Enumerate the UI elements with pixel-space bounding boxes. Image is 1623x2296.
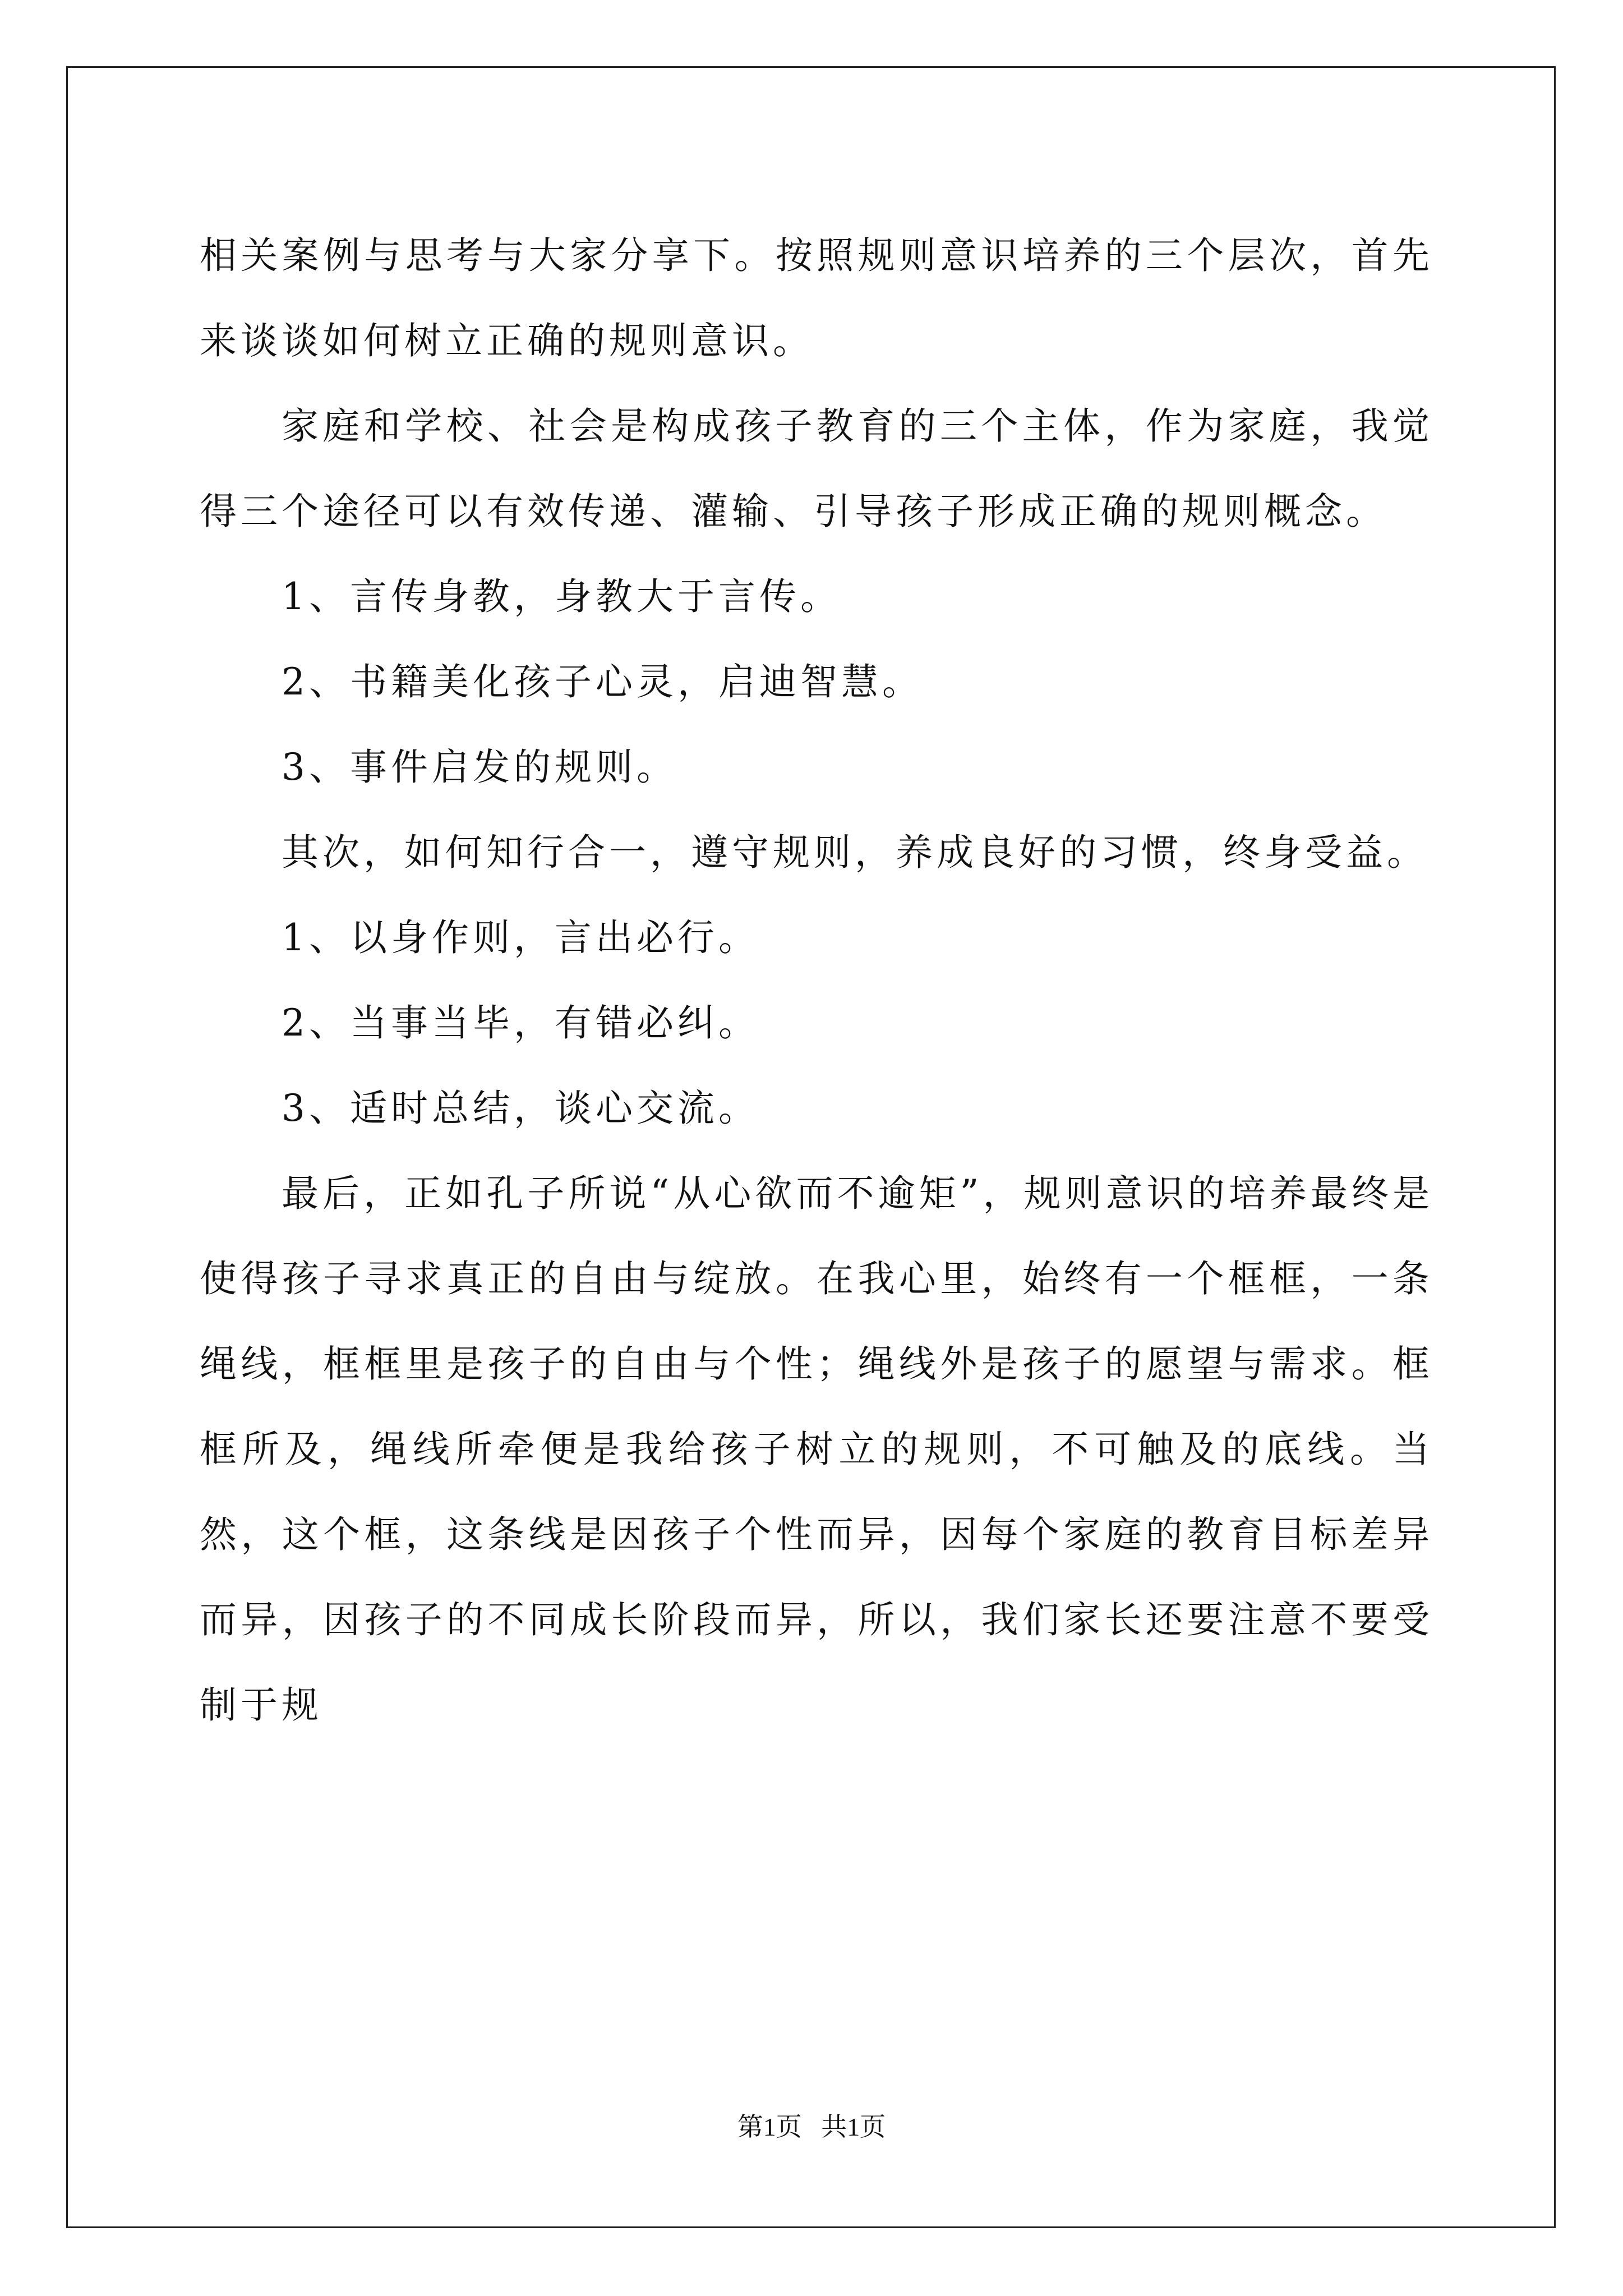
paragraph-10: 最后，正如孔子所说“从心欲而不逾矩”，规则意识的培养最终是使得孩子寻求真正的自由与绽放。在我心里，始终有一个框框，一条绳线，框框里是孩子的自由与个性；绳线外是孩子的愿望与需求。框框所及，绳线所牵便是我给孩子树立的规则，不可触及的底线。当然，这个框，这条线是因孩子个性而异，因每个家庭的教育目标差异而异，因孩子的不同成长阶段而异，所以，我们家长还要注意不要受制于规	[200, 1172, 1433, 1727]
paragraph-2: 家庭和学校、社会是构成孩子教育的三个主体，作为家庭，我觉得三个途径可以有效传递、灌输、引导孩子形成正确的规则概念。	[200, 404, 1433, 533]
page-total: 共1页	[821, 2113, 886, 2141]
paragraph-9: 3、适时总结，谈心交流。	[282, 1087, 759, 1130]
paragraph-1: 相关案例与思考与大家分享下。按照规则意识培养的三个层次，首先来谈谈如何树立正确的规则意识。	[200, 234, 1433, 362]
paragraph-4: 2、书籍美化孩子心灵，启迪智慧。	[282, 660, 923, 703]
paragraph-3: 1、言传身教，身教大于言传。	[282, 575, 841, 618]
paragraph-6: 其次，如何知行合一，遵守规则，养成良好的习惯，终身受益。	[282, 831, 1428, 874]
paragraph-7: 1、以身作则，言出必行。	[282, 916, 759, 959]
page-footer	[0, 2110, 1623, 2144]
paragraph-8: 2、当事当毕，有错必纠。	[282, 1001, 759, 1045]
document-body	[200, 213, 1433, 1748]
page-number: 第1页	[737, 2113, 802, 2141]
paragraph-5: 3、事件启发的规则。	[282, 746, 677, 789]
